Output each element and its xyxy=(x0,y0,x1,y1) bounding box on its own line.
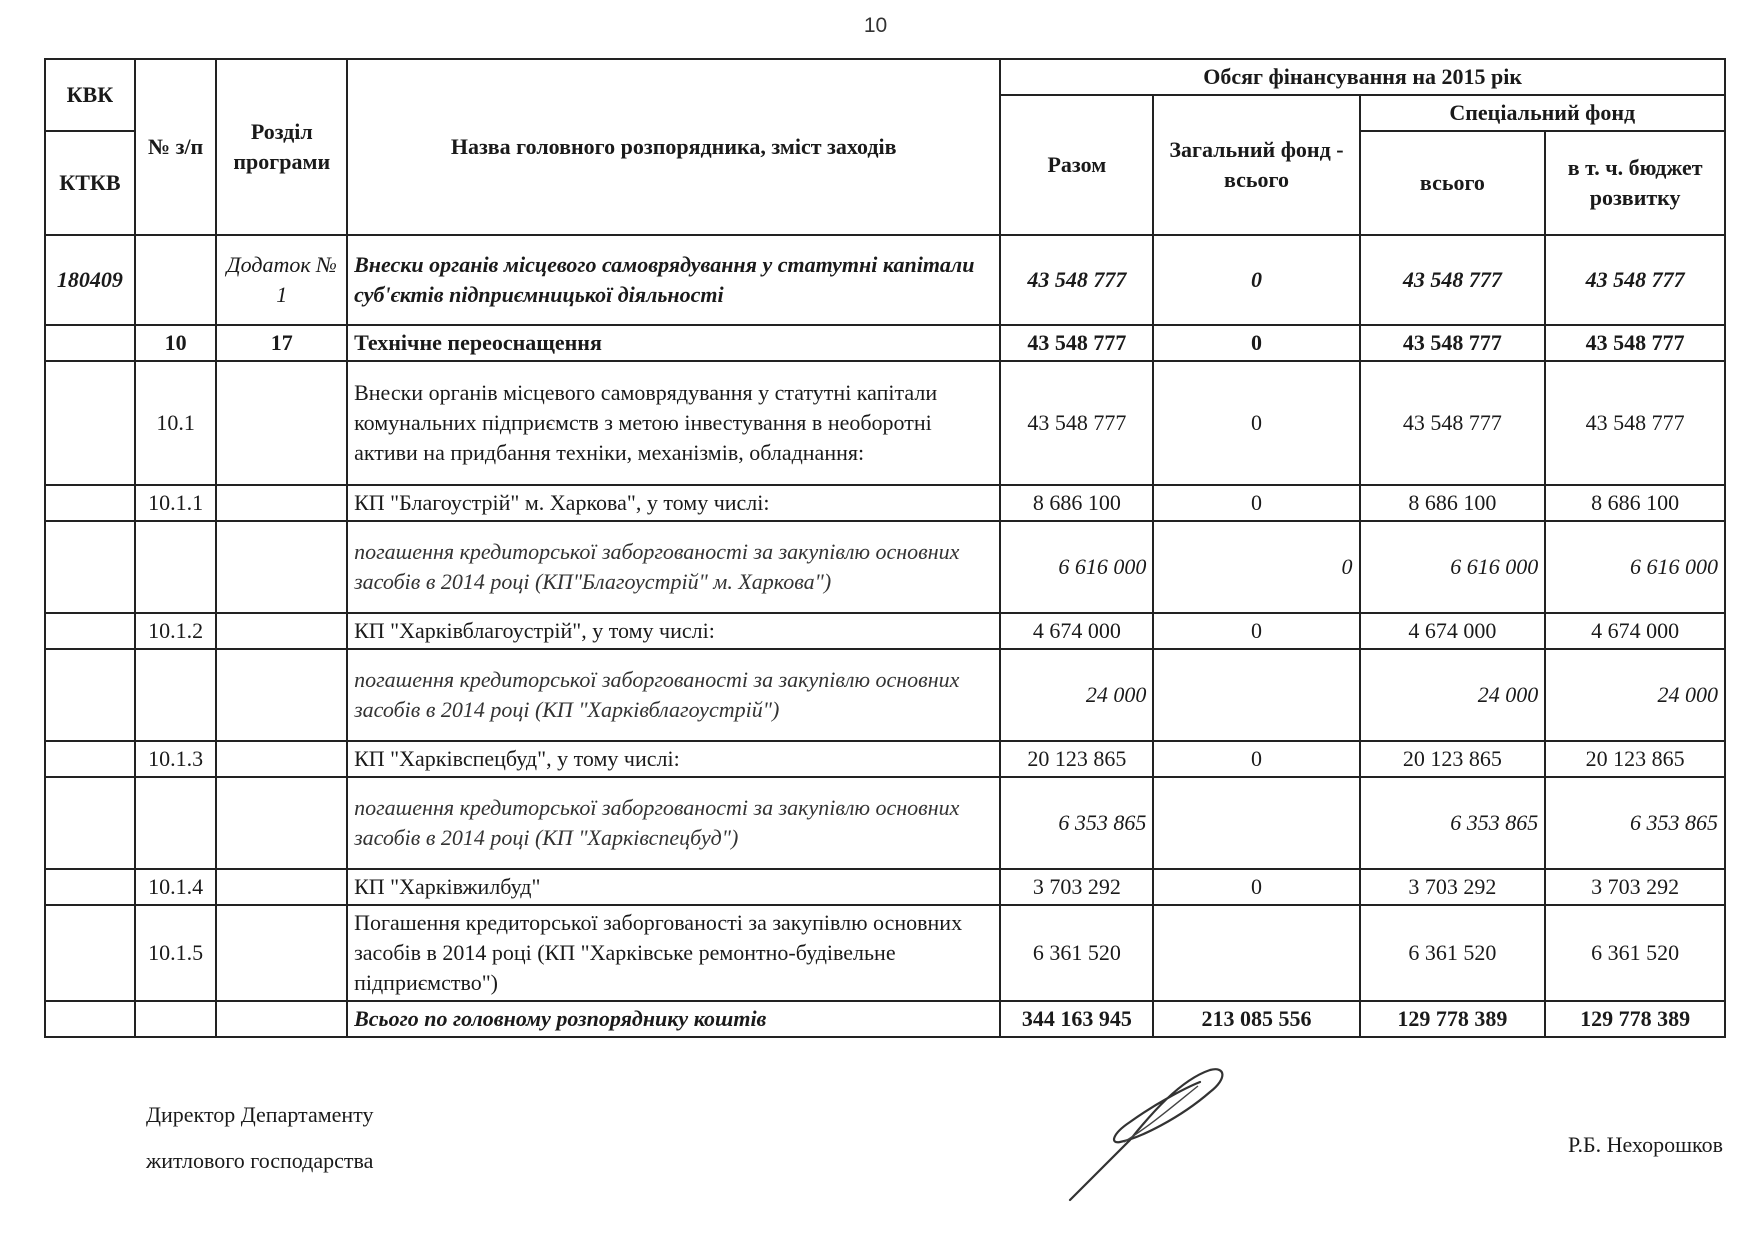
row-code xyxy=(45,613,135,649)
row-section: Додаток № 1 xyxy=(216,235,347,325)
row-section xyxy=(216,613,347,649)
row-dev: 8 686 100 xyxy=(1545,485,1725,521)
row-code xyxy=(45,521,135,613)
row-total: 24 000 xyxy=(1000,649,1153,741)
header-volume: Обсяг фінансування на 2015 рік xyxy=(1000,59,1725,95)
row-code xyxy=(45,361,135,485)
row-total: 20 123 865 xyxy=(1000,741,1153,777)
row-code xyxy=(45,869,135,905)
row-dev: 6 353 865 xyxy=(1545,777,1725,869)
row-general: 0 xyxy=(1153,235,1359,325)
row-general: 0 xyxy=(1153,325,1359,361)
row-total: 6 361 520 xyxy=(1000,905,1153,1001)
row-num: 10.1.1 xyxy=(135,485,217,521)
row-name: погашення кредиторської заборгованості за закупівлю основних засобів в 2014 році (КП"Благоустрій" м. Харкова") xyxy=(347,521,1000,613)
row-special: 20 123 865 xyxy=(1360,741,1546,777)
row-section xyxy=(216,905,347,1001)
row-total: 43 548 777 xyxy=(1000,325,1153,361)
row-dev: 6 616 000 xyxy=(1545,521,1725,613)
header-special-total: всього xyxy=(1360,131,1546,235)
row-num xyxy=(135,521,217,613)
row-num xyxy=(135,649,217,741)
row-num xyxy=(135,235,217,325)
row-special: 6 361 520 xyxy=(1360,905,1546,1001)
director-position-line2: житлового господарства xyxy=(146,1148,374,1173)
row-code: 180409 xyxy=(45,235,135,325)
table-row xyxy=(45,485,1725,521)
row-special: 6 616 000 xyxy=(1360,521,1546,613)
row-general: 0 xyxy=(1153,521,1359,613)
row-section: 17 xyxy=(216,325,347,361)
header-total: Разом xyxy=(1000,95,1153,235)
row-general: 0 xyxy=(1153,741,1359,777)
director-position-line1: Директор Департаменту xyxy=(146,1102,374,1127)
row-section xyxy=(216,521,347,613)
row-dev: 6 361 520 xyxy=(1545,905,1725,1001)
row-section xyxy=(216,1001,347,1037)
row-name: Внески органів місцевого самоврядування у статутні капітали суб'єктів підприємницької діяльності xyxy=(347,235,1000,325)
row-num xyxy=(135,1001,217,1037)
row-dev: 20 123 865 xyxy=(1545,741,1725,777)
row-code xyxy=(45,1001,135,1037)
row-name: погашення кредиторської заборгованості за закупівлю основних засобів в 2014 році (КП "Харківспецбуд") xyxy=(347,777,1000,869)
row-general: 0 xyxy=(1153,361,1359,485)
header-general-fund: Загальний фонд - всього xyxy=(1153,95,1359,235)
row-special: 6 353 865 xyxy=(1360,777,1546,869)
table-row xyxy=(45,741,1725,777)
row-special: 4 674 000 xyxy=(1360,613,1546,649)
row-name: КП "Харківжилбуд" xyxy=(347,869,1000,905)
row-num xyxy=(135,777,217,869)
header-name: Назва головного розпорядника, зміст заходів xyxy=(347,59,1000,235)
header-kvk: КВК xyxy=(45,59,135,131)
row-total: 6 616 000 xyxy=(1000,521,1153,613)
row-name: Технічне переоснащення xyxy=(347,325,1000,361)
row-dev: 24 000 xyxy=(1545,649,1725,741)
row-general: 0 xyxy=(1153,613,1359,649)
row-general: 0 xyxy=(1153,485,1359,521)
row-section xyxy=(216,649,347,741)
row-name: КП "Харківблагоустрій", у тому числі: xyxy=(347,613,1000,649)
row-total: 3 703 292 xyxy=(1000,869,1153,905)
row-general xyxy=(1153,905,1359,1001)
header-num: № з/п xyxy=(135,59,217,235)
row-name: КП "Благоустрій" м. Харкова", у тому числі: xyxy=(347,485,1000,521)
row-total: 4 674 000 xyxy=(1000,613,1153,649)
row-total: 344 163 945 xyxy=(1000,1001,1153,1037)
handwritten-signature xyxy=(1060,1060,1240,1210)
row-general: 213 085 556 xyxy=(1153,1001,1359,1037)
row-dev: 43 548 777 xyxy=(1545,235,1725,325)
row-section xyxy=(216,869,347,905)
row-code xyxy=(45,905,135,1001)
row-special: 43 548 777 xyxy=(1360,235,1546,325)
page-number: 10 xyxy=(863,14,888,37)
row-special: 3 703 292 xyxy=(1360,869,1546,905)
row-code xyxy=(45,325,135,361)
row-dev: 3 703 292 xyxy=(1545,869,1725,905)
row-code xyxy=(45,741,135,777)
table-row xyxy=(45,521,1725,613)
row-total: 43 548 777 xyxy=(1000,361,1153,485)
row-general: 0 xyxy=(1153,869,1359,905)
row-special: 43 548 777 xyxy=(1360,361,1546,485)
row-general xyxy=(1153,649,1359,741)
row-name: КП "Харківспецбуд", у тому числі: xyxy=(347,741,1000,777)
row-general xyxy=(1153,777,1359,869)
table-row xyxy=(45,869,1725,905)
header-ktkv: КТКВ xyxy=(45,131,135,235)
row-section xyxy=(216,741,347,777)
table-row xyxy=(45,325,1725,361)
row-name: Внески органів місцевого самоврядування у статутні капітали комунальних підприємств з метою інвестування в необоротні активи на придбання техніки, механізмів, обладнання: xyxy=(347,361,1000,485)
row-special: 8 686 100 xyxy=(1360,485,1546,521)
row-special: 43 548 777 xyxy=(1360,325,1546,361)
signature-block xyxy=(146,1092,374,1184)
table-row-total xyxy=(45,1001,1725,1037)
table-row xyxy=(45,613,1725,649)
row-num: 10.1.4 xyxy=(135,869,217,905)
row-code xyxy=(45,485,135,521)
row-section xyxy=(216,777,347,869)
row-total: 6 353 865 xyxy=(1000,777,1153,869)
row-num: 10.1.5 xyxy=(135,905,217,1001)
row-name: Погашення кредиторської заборгованості за закупівлю основних засобів в 2014 році (КП "Харківське ремонтно-будівельне підприємство") xyxy=(347,905,1000,1001)
row-num: 10.1.2 xyxy=(135,613,217,649)
table-row xyxy=(45,905,1725,1001)
header-section: Розділ програми xyxy=(216,59,347,235)
row-total: 43 548 777 xyxy=(1000,235,1153,325)
budget-table xyxy=(44,58,1726,1038)
header-special-fund: Спеціальний фонд xyxy=(1360,95,1725,131)
row-section xyxy=(216,361,347,485)
row-special: 24 000 xyxy=(1360,649,1546,741)
row-code xyxy=(45,777,135,869)
header-dev-budget: в т. ч. бюджет розвитку xyxy=(1545,131,1725,235)
row-total: 8 686 100 xyxy=(1000,485,1153,521)
row-special: 129 778 389 xyxy=(1360,1001,1546,1037)
table-row xyxy=(45,777,1725,869)
row-dev: 4 674 000 xyxy=(1545,613,1725,649)
table-row xyxy=(45,235,1725,325)
row-dev: 43 548 777 xyxy=(1545,361,1725,485)
row-dev: 43 548 777 xyxy=(1545,325,1725,361)
row-code xyxy=(45,649,135,741)
row-num: 10 xyxy=(135,325,217,361)
director-name: Р.Б. Нехорошков xyxy=(1567,1132,1723,1157)
row-name: Всього по головному розпоряднику коштів xyxy=(347,1001,1000,1037)
table-row xyxy=(45,361,1725,485)
row-section xyxy=(216,485,347,521)
row-num: 10.1 xyxy=(135,361,217,485)
row-dev: 129 778 389 xyxy=(1545,1001,1725,1037)
table-row xyxy=(45,649,1725,741)
row-num: 10.1.3 xyxy=(135,741,217,777)
row-name: погашення кредиторської заборгованості за закупівлю основних засобів в 2014 році (КП "Харківблагоустрій") xyxy=(347,649,1000,741)
